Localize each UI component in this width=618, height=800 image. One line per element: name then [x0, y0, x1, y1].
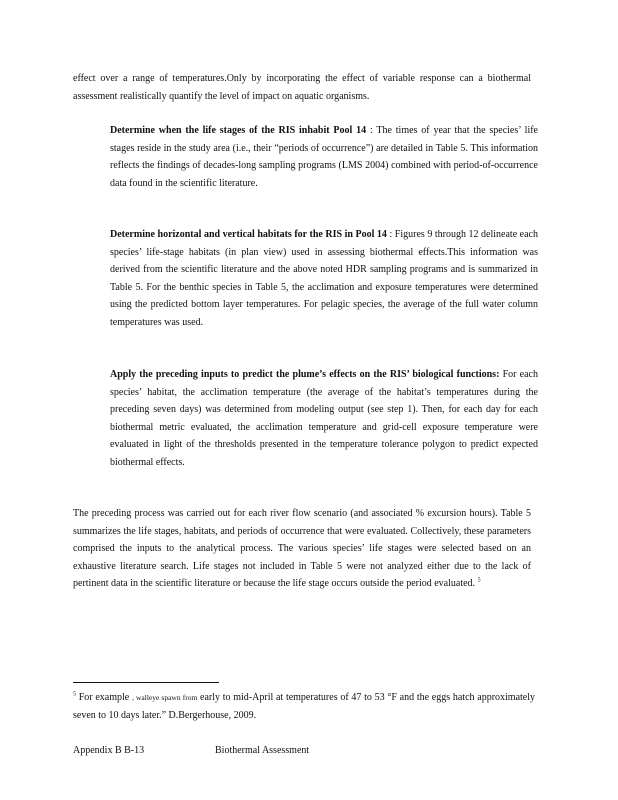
intro-paragraph — [73, 70, 531, 105]
step-2-text: : Figures 9 through 12 delineate each species’ life-stage habitats (in plan view) used in assessing biothermal effects.This information was derived from the scientific literature and the above noted HDR sampling programs and is summarized in Table 5. For the benthic species in Table 5, the acclimation and exposure temperatures were determined using the predicted bottom layer temperatures. For pelagic species, the average of the full water column temperatures was used. — [110, 229, 538, 328]
footnote-text: early to mid-April at temperatures of 47 to 53 °F and the eggs hatch approximately seven to 10 days later.” D.Bergerhouse, 2009. — [73, 692, 536, 721]
footnote-divider — [73, 682, 219, 683]
step-3-heading: Apply the preceding inputs to predict the plume’s effects on the RIS’ biological functions: — [110, 369, 500, 380]
intro-text: effect over a range of temperatures.Only by incorporating the effect of variable response can a biothermal assessment realistically quantify the level of impact on aquatic organisms. — [73, 73, 531, 102]
step-2-paragraph — [110, 226, 538, 332]
step-3-text: For each species’ habitat, the acclimation temperature (the average of the habitat’s temperatures during the preceding seven days) was determined from modeling output (see step 1). Then, for each day for each biothermal metric evaluated, the acclimation temperature and grid-cell exposure temperature were evaluated in light of the thresholds presented in the temperature tolerance polygon to predict expected biothermal effects. — [110, 369, 538, 468]
footer-page-label: Appendix B B-13 — [73, 745, 145, 756]
closing-text: The preceding process was carried out for each river flow scenario (and associated % excursion hours). Table 5 summarizes the life stages, habitats, and periods of occurrence that were evaluated. Collectively, these parameters comprised the inputs to the analytical process. The various species’ life stages were selected based on an exhaustive literature search. Life stages not included in Table 5 were not analyzed either due to the lack of pertinent data in the scientific literature or because the life stage occurs outside the period evaluated. — [73, 508, 531, 590]
closing-paragraph — [73, 505, 531, 593]
footnote-lead: For example — [76, 692, 130, 703]
footer-section-title: Biothermal Assessment — [215, 745, 310, 756]
footnote — [73, 689, 535, 724]
step-1-paragraph — [110, 122, 538, 192]
page-footer — [73, 744, 309, 758]
step-2-heading: Determine horizontal and vertical habitats for the RIS in Pool 14 — [110, 229, 387, 240]
step-1-text: : The times of year that the species’ life stages reside in the study area (i.e., their “periods of occurrence”) are detailed in Table 5. This information reflects the findings of decades-long sampling programs (LMS 2004) combined with period-of-occurrence data found in the scientific literature. — [110, 125, 538, 189]
footnote-reference[interactable]: 5 — [477, 578, 481, 585]
step-1-heading: Determine when the life stages of the RIS inhabit Pool 14 — [110, 125, 367, 136]
footnote-small-text: , walleye spawn from — [132, 693, 198, 702]
step-3-paragraph — [110, 366, 538, 472]
footnote-marker: 5 — [73, 691, 76, 698]
